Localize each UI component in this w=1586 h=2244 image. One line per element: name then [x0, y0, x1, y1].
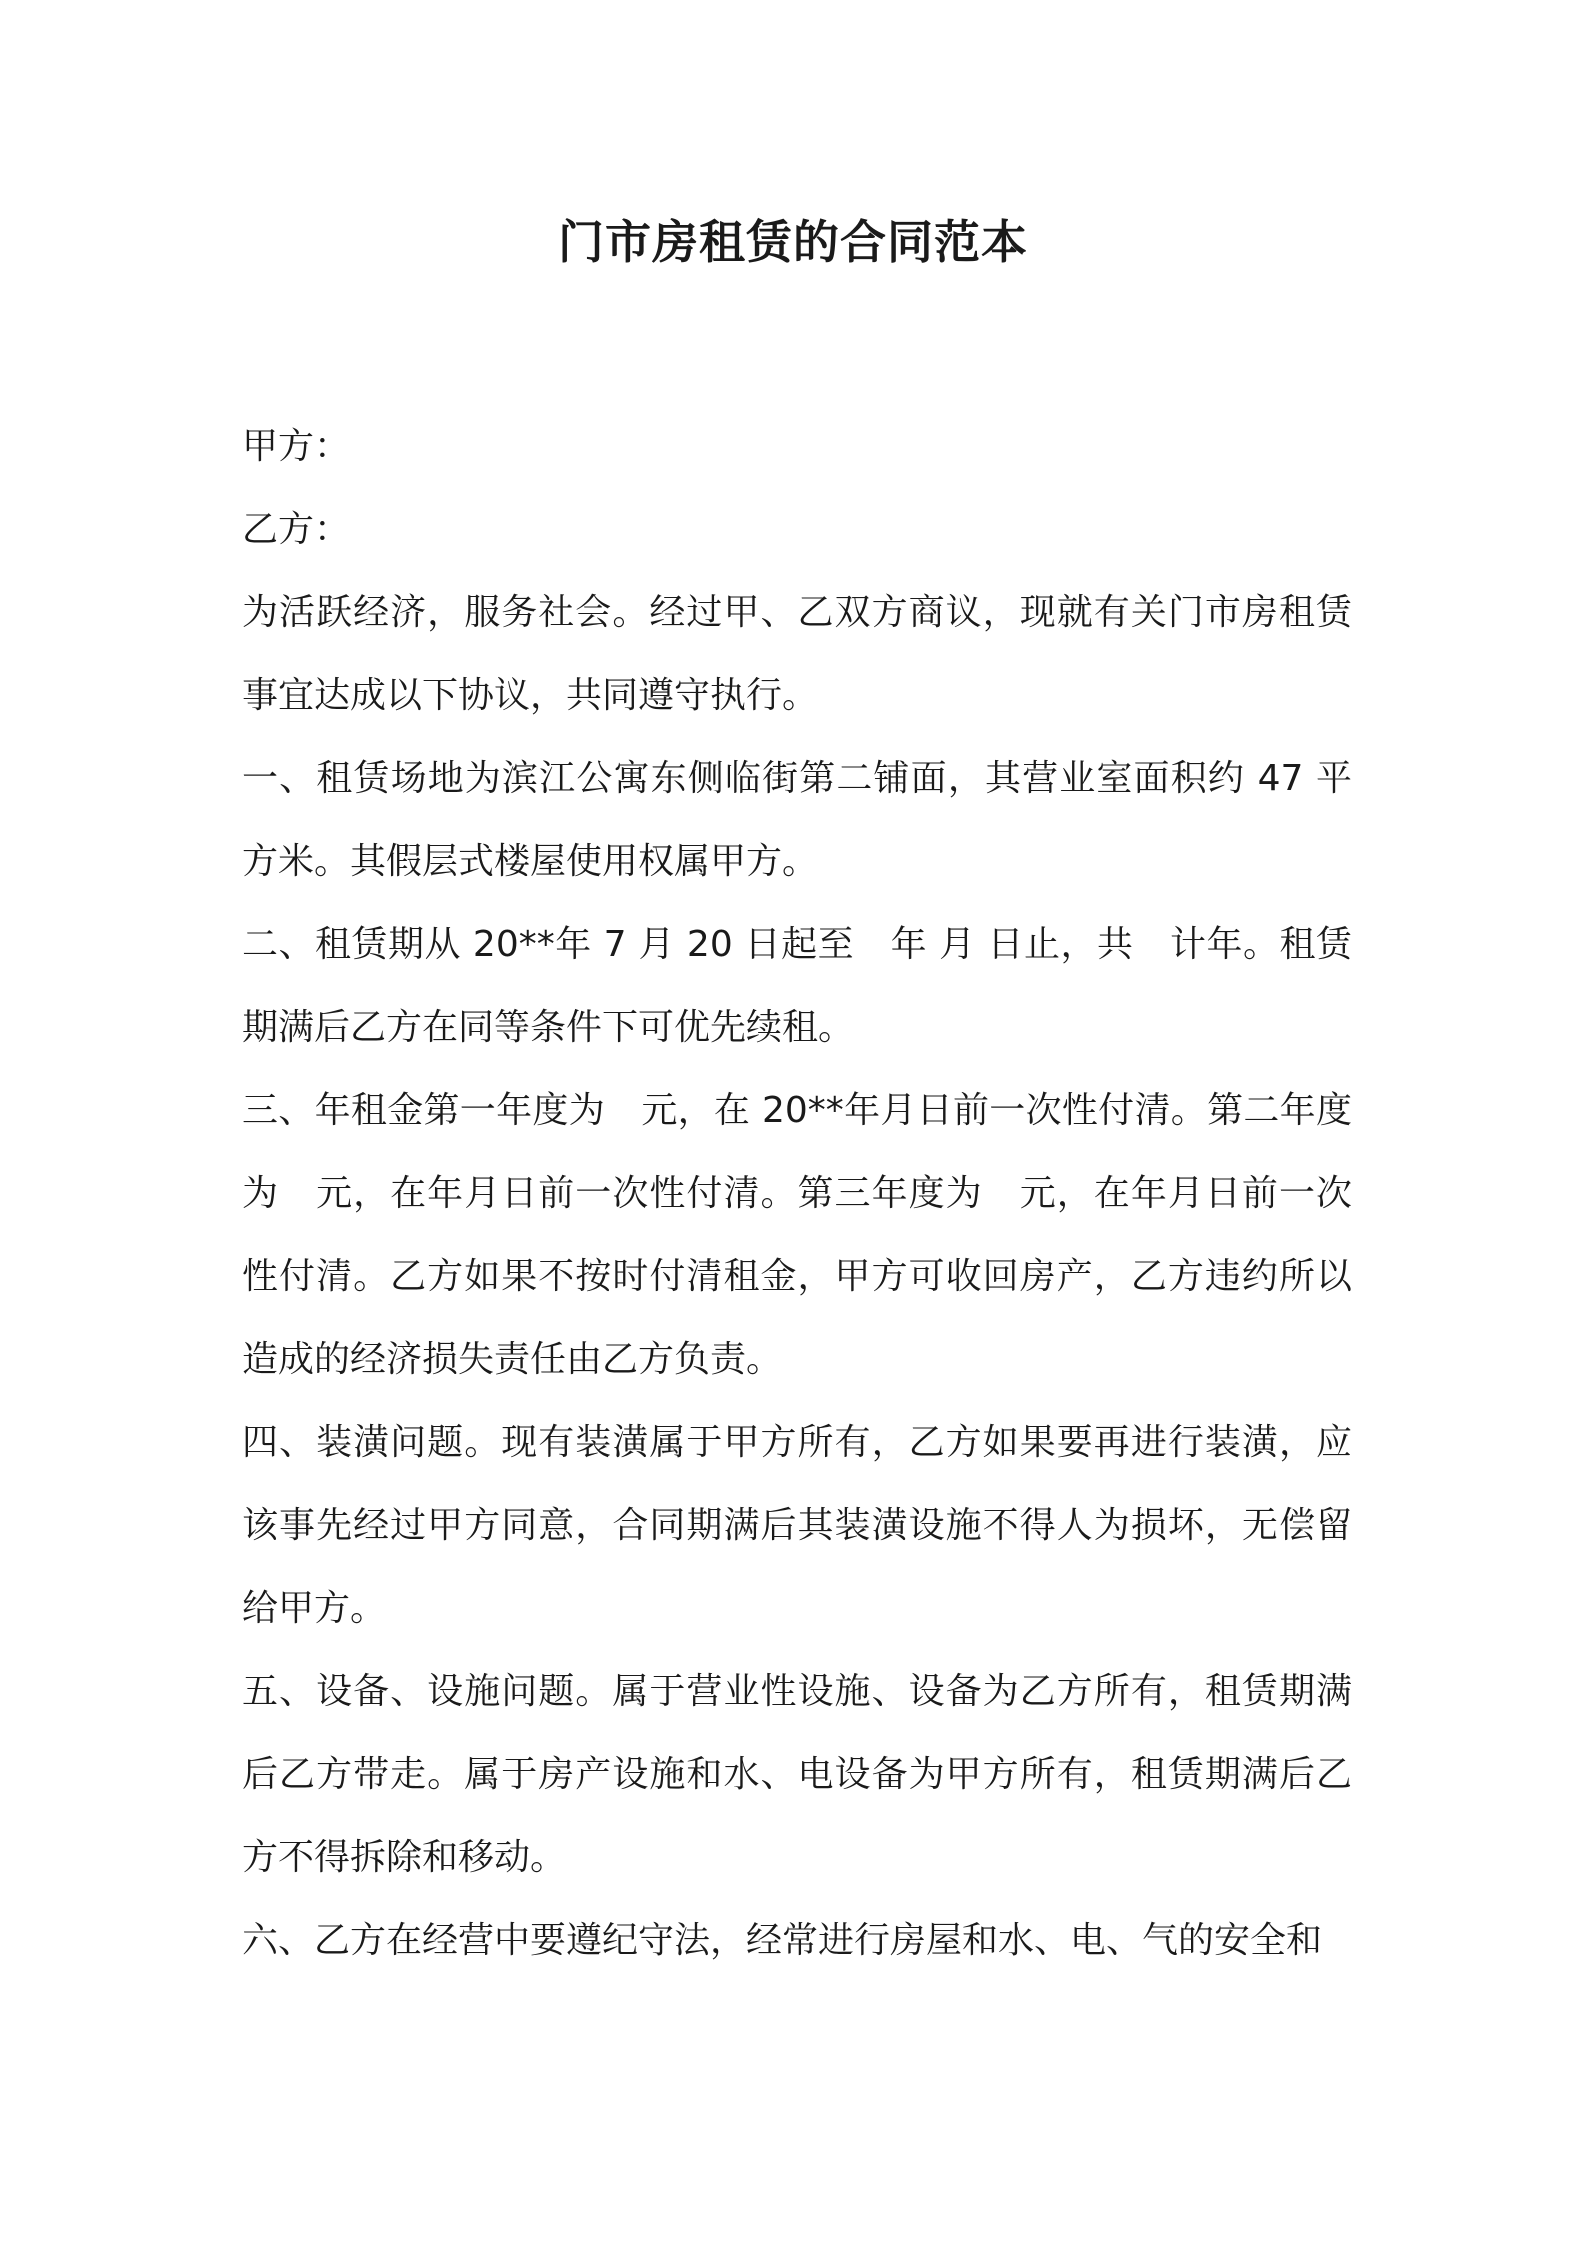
- clause-1-paragraph: 一、租赁场地为滨江公寓东侧临街第二铺面，其营业室面积约 47 平方米。其假层式楼屋使用权属甲方。: [242, 758, 1352, 882]
- document-title: 门市房租赁的合同范本: [558, 215, 1028, 269]
- party-a-line: 甲方：: [242, 426, 351, 467]
- clause-2-paragraph: 二、租赁期从 20**年 7 月 20 日起至 年 月 日止，共 计年。租赁期满后乙方在同等条件下可优先续租。: [242, 924, 1352, 1048]
- clause-6-paragraph: 六、乙方在经营中要遵纪守法，经常进行房屋和水、电、气的安全和: [242, 1920, 1323, 1961]
- party-b-line: 乙方：: [242, 509, 351, 550]
- preamble-paragraph: 为活跃经济，服务社会。经过甲、乙双方商议，现就有关门市房租赁事宜达成以下协议，共同遵守执行。: [242, 592, 1352, 716]
- clause-3-paragraph: 三、年租金第一年度为 元，在 20**年月日前一次性付清。第二年度为 元，在年月日前一次性付清。第三年度为 元，在年月日前一次性付清。乙方如果不按时付清租金，甲方可收回房产，乙方违约所以造成的经济损失责任由乙方负责。: [242, 1090, 1352, 1380]
- clause-5-paragraph: 五、设备、设施问题。属于营业性设施、设备为乙方所有，租赁期满后乙方带走。属于房产设施和水、电设备为甲方所有，租赁期满后乙方不得拆除和移动。: [242, 1671, 1352, 1878]
- document-body: [242, 405, 1352, 1982]
- clause-4-paragraph: 四、装潢问题。现有装潢属于甲方所有，乙方如果要再进行装潢，应该事先经过甲方同意，合同期满后其装潢设施不得人为损坏，无偿留给甲方。: [242, 1422, 1352, 1629]
